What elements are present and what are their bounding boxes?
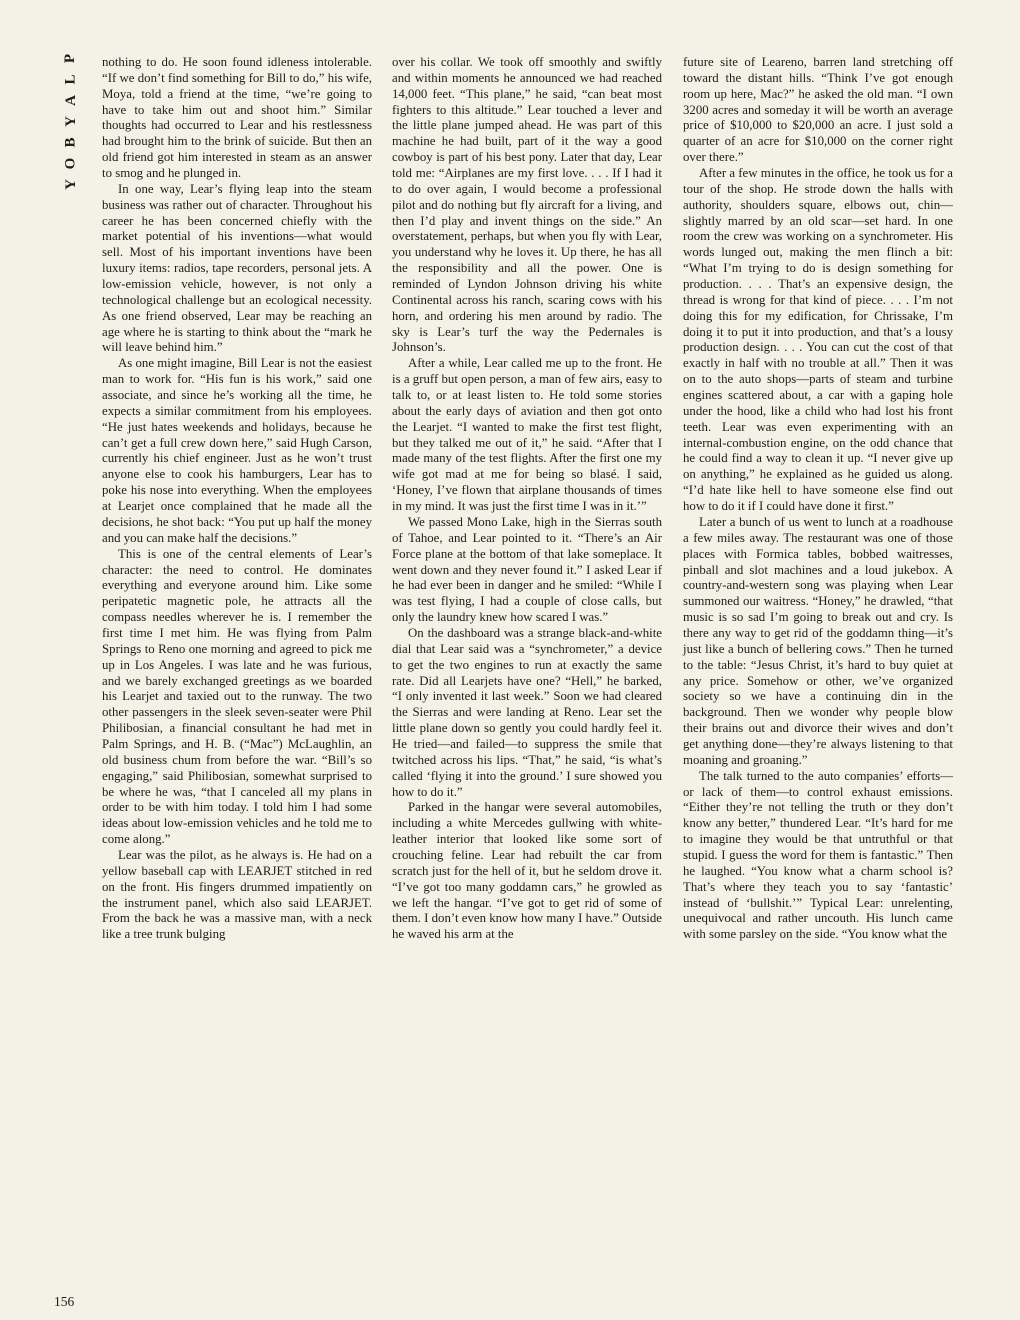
paragraph: On the dashboard was a strange black-and-white dial that Lear said was a “synchrometer,” a device to get the two engines to run at exactly the same rate. Did all Learjets have one? “Hell,” he barked, “I only invented it last week.” Soon we had cleared the Sierras and were landing at Reno. Lear set the little plane down so gently you could hardly feel it. He tried—and failed—to suppress the smile that twitched across his lips. “That,” he said, “is what’s called ‘flying it into the ground.’ I sure showed you how to do it.” [392, 625, 662, 799]
masthead-letter: O [62, 157, 79, 170]
paragraph: Later a bunch of us went to lunch at a roadhouse a few miles away. The restaurant was one of those places with Formica tables, bobbed waitresses, pinball and slot machines and a loud jukebox. A country-and-western song was playing when Lear summoned our waitress. “Honey,” he drawled, “that music is so sad I’m going to break out and cry. Is there any way to get rid of the goddamn thing—it’s just like a bunch of bellering cows.” Then he turned to the table: “Jesus Christ, it’s hard to buy quiet at any price. Somehow or other, we’ve organized society so we have a continuing din in the background. Then we wonder why people blow their brains out and divorce their wives and don’t get anything done—they’re always listening to that moaning and groaning.” [683, 514, 953, 767]
paragraph: As one might imagine, Bill Lear is not the easiest man to work for. “His fun is his work,” said one associate, and since he’s working all the time, he expects a similar commitment from his employees. “He just hates weekends and holidays, because he can’t get a full crew down here,” said Hugh Carson, currently his chief engineer. Just as he won’t trust anyone else to cook his hamburgers, Lear has to poke his nose into everything. When the employees at Learjet once complained that he made all the decisions, he shot back: “You put up half the money and you can make half the decisions.” [102, 356, 372, 545]
masthead-letter: Y [62, 116, 79, 127]
text-column-2 [392, 55, 662, 943]
magazine-masthead [56, 48, 86, 195]
paragraph: After a few minutes in the office, he took us for a tour of the shop. He strode down the halls with authority, shoulders square, elbows out, chin—slightly marred by an old scar—set hard. In one room the crew was working on a synchrometer. His words lunged out, making the men flinch a bit: “What I’m trying to do is design something for production. . . . That’s an expensive design, the thread is wrong for that kind of piece. . . . I’m not doing this for my edification, for Chrissake, I’m doing it to put it into production, and that’s a lousy production design. . . . You can cut the cost of that exactly in half with no trouble at all.” Then it was on to the auto shops—parts of steam and turbine engines scattered about, a car with a gaping hole under the hood, like a child who had lost his front teeth. Lear was even experimenting with an internal-combustion engine, on the odd chance that he could find a way to clean it up. “I never give up on anything,” he explained as he guided us along. “I’d hate like hell to have someone else find out how to do it if I could have done it first.” [683, 166, 953, 514]
text-column-1 [102, 55, 372, 943]
paragraph: After a while, Lear called me up to the front. He is a gruff but open person, a man of few airs, easy to talk to, or at least listen to. He told some stories about the early days of aviation and then got onto the Learjet. “I wanted to make the first test flight, but they talked me out of it,” he said. “After that I made many of the test flights. After the first one my wife got mad at me for being so blasé. I said, ‘Honey, I’ve flown that airplane thousands of times in my mind. It was just the first time I was in it.’” [392, 356, 662, 514]
masthead-letter: Y [62, 179, 79, 190]
paragraph: over his collar. We took off smoothly and swiftly and within moments he announced we had reached 14,000 feet. “This plane,” he said, “can beat most fighters to this altitude.” Lear touched a lever and the little plane jumped ahead. He was part of this machine he had built, part of it the way a good cowboy is part of his best pony. Later that day, Lear told me: “Airplanes are my first love. . . . If I had it to do over again, I would become a professional pilot and do nothing but fly aircraft for a living, and then I’d play and invent things on the side.” An overstatement, perhaps, but when you fly with Lear, you understand why he loves it. Up there, he has all the responsibility and all the power. One is reminded of Lyndon Johnson driving his white Continental across his ranch, scaring cows with his horn, and ordering his men around by radio. The sky is Lear’s turf the way the Pedernales is Johnson’s. [392, 55, 662, 355]
masthead-letter: A [62, 95, 79, 106]
paragraph: Parked in the hangar were several automobiles, including a white Mercedes gullwing with white-leather interior that looked like some sort of crouching feline. Lear had rebuilt the car from scratch just for the hell of it, but he seldom drove it. “I’ve got too many goddamn cars,” he growled as we left the hangar. “I’ve got to get rid of some of them. I don’t even know how many I have.” Outside he waved his arm at the [392, 800, 662, 942]
masthead-letter: B [62, 137, 79, 148]
paragraph: We passed Mono Lake, high in the Sierras south of Tahoe, and Lear pointed to it. “There’s an Air Force plane at the bottom of that lake someplace. It went down and they never found it.” I asked Lear if he had ever been in danger and he smiled: “While I was test flying, I had a couple of close calls, but only the laundry knew how scared I was.” [392, 514, 662, 625]
masthead-letter: P [62, 53, 79, 64]
paragraph: This is one of the central elements of Lear’s character: the need to control. He dominates everything and everyone around him. Like some peripatetic magnetic pole, he attracts all the compass needles wherever he is. I remember the first time I met him. He was flying from Palm Springs to Reno one morning and agreed to pick me up in Los Angeles. I was late and he was furious, and we barely exchanged greetings as we boarded his Learjet and taxied out to the runway. The two other passengers in the sleek seven-seater were Phil Philibosian, a financial consultant he had met in Palm Springs, and H. B. (“Mac”) McLaughlin, an old business chum from before the war. “Bill’s so engaging,” said Philibosian, somewhat surprised to be where he was, “that I canceled all my plans in order to be with him today. I told him I had some ideas about low-emission vehicles and he told me to come along.” [102, 546, 372, 847]
masthead-letter: L [62, 74, 79, 85]
paragraph: future site of Leareno, barren land stretching off toward the distant hills. “Think I’ve got enough room up here, Mac?” he asked the old man. “I own 3200 acres and someday it will be worth an average price of $10,000 to $20,000 an acre. I just sold a quarter of an acre for $10,000 on the corner right over there.” [683, 55, 953, 165]
text-column-3 [683, 55, 953, 943]
paragraph: Lear was the pilot, as he always is. He had on a yellow baseball cap with LEARJET stitched in red on the front. His fingers drummed impatiently on the instrument panel, which also said LEARJET. From the back he was a massive man, with a neck like a tree trunk bulging [102, 847, 372, 942]
paragraph: In one way, Lear’s flying leap into the steam business was rather out of character. Throughout his career he has been concerned chiefly with the market potential of his inventions—what would sell. Most of his important inventions have been luxury items: radios, tape recorders, personal jets. A low-emission vehicle, however, is not only a technological challenge but an ecological necessity. As one friend observed, Lear may be reaching an age where he is starting to think about the “mark he will leave behind him.” [102, 181, 372, 355]
paragraph: nothing to do. He soon found idleness intolerable. “If we don’t find something for Bill to do,” his wife, Moya, told a friend at the time, “we’re going to have to take him out and shoot him.” Similar thoughts had occurred to Lear and his restlessness had brought him to the brink of suicide. But then an old friend got him interested in steam as an answer to smog and he plunged in. [102, 55, 372, 181]
page-number: 156 [54, 1294, 75, 1309]
paragraph: The talk turned to the auto companies’ efforts—or lack of them—to control exhaust emissions. “Either they’re not telling the truth or they don’t know any better,” thundered Lear. “It’s hard for me to imagine they would be that untruthful or that stupid. I guess the word for them is fantastic.” Then he laughed. “You know what a charm school is? That’s where they teach you to say ‘fantastic’ instead of ‘bullshit.’” Typical Lear: unrelenting, unequivocal and rather uncouth. His lunch came with some parsley on the side. “You know what the [683, 768, 953, 942]
